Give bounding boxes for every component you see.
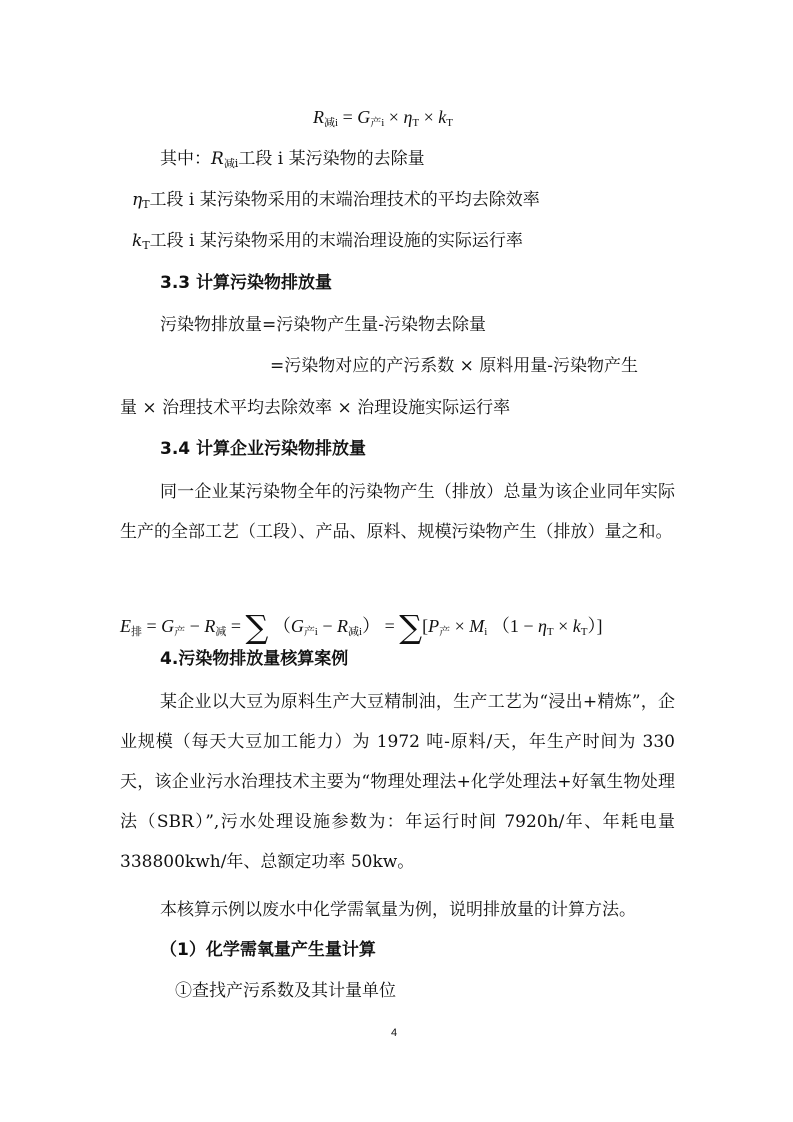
formula-2-one: 1 — [509, 616, 519, 636]
definition-efficiency-symbol: η — [132, 190, 143, 210]
definition-removal-symbol: R — [211, 149, 224, 169]
formula-2-p: P — [428, 616, 440, 636]
formula-1-eta-subscript: T — [412, 117, 420, 129]
formula-2-g: G — [161, 616, 175, 636]
formula-1-g-subscript: 产i — [370, 117, 385, 129]
formula-2-eta: η — [537, 616, 547, 636]
formula-2-m: M — [469, 616, 485, 636]
formula-1-equals: = — [342, 107, 353, 127]
formula-2-r-subscript: 减 — [215, 626, 227, 638]
formula-1-times-1: × — [388, 107, 399, 127]
case-paragraph-1: 某企业以大豆为原料生产大豆精制油，生产工艺为“浸出+精炼”，企业规模（每天大豆加工能力）为 1972 吨-原料/天，年生产时间为 330 天，该企业污水治理技术主要为“物理处理法+化学处理法+好氧生物处理法（SBR）”,污水处理设施参数为：年运行时间 7920h/年、年耗电量 338800kwh/年、总额定功率 50kw。 — [120, 692, 675, 872]
formula-1-k: k — [438, 107, 447, 127]
enterprise-emission-formula — [120, 605, 603, 646]
sigma-sum-2: ∑ — [399, 608, 423, 646]
emission-equation-line-3: 量 × 治理技术平均去除效率 × 治理设施实际运行率 — [120, 398, 511, 418]
definition-rate-symbol-subscript: T — [142, 239, 150, 252]
formula-2-e-subscript: 排 — [131, 626, 142, 638]
section-3-4-paragraph: 同一企业某污染物全年的污染物产生（排放）总量为该企业同年实际生产的全部工艺（工段）、产品、原料、规模污染物产生（排放）量之和。 — [120, 482, 675, 542]
definition-efficiency-symbol-subscript: T — [142, 198, 150, 211]
formula-2-k: k — [572, 616, 581, 636]
section-3-4-heading: 3.4 计算企业污染物排放量 — [160, 439, 367, 459]
formula-2-m-subscript: i — [484, 626, 488, 638]
definition-rate-text: 工段 i 某污染物采用的末端治理设施的实际运行率 — [149, 231, 523, 251]
formula-2-g-subscript: 产 — [174, 626, 186, 638]
sigma-sum-1: ∑ — [245, 608, 269, 646]
formula-2-close-paren-2: ） — [587, 616, 597, 636]
page-number: 4 — [391, 1027, 398, 1039]
formula-2-minus-2: − — [322, 616, 333, 636]
emission-equation-line-2: =污染物对应的产污系数 × 原料用量-污染物产生 — [270, 356, 639, 376]
formula-2-equals-3: = — [384, 616, 395, 636]
formula-2-bracket-close: ] — [596, 616, 603, 636]
formula-2-e: E — [120, 616, 131, 636]
formula-1-lhs: R — [313, 107, 324, 127]
definition-rate-symbol: k — [132, 231, 143, 251]
formula-1-k-subscript: T — [446, 117, 453, 129]
formula-1-times-2: × — [423, 107, 434, 127]
formula-2-open-paren-1: （ — [272, 616, 291, 636]
formula-2-p-subscript: 产 — [439, 626, 451, 638]
formula-2-g2: G — [290, 616, 304, 636]
formula-2-eta-subscript: T — [546, 626, 554, 638]
formula-2-bracket-open: [ — [422, 616, 429, 636]
definition-removal-text: 工段 i 某污染物的去除量 — [238, 149, 425, 169]
definition-efficiency-text: 工段 i 某污染物采用的末端治理技术的平均去除效率 — [149, 190, 540, 210]
formula-2-times-1: × — [454, 616, 465, 636]
formula-1-eta: η — [403, 107, 413, 127]
formula-2-r2: R — [337, 616, 349, 636]
formula-1-g: G — [357, 107, 371, 127]
formula-2-r: R — [204, 616, 216, 636]
definition-operation-rate — [132, 233, 523, 250]
formula-2-open-paren-2: （ — [491, 616, 510, 636]
formula-2-minus-3: − — [523, 616, 534, 636]
formula-2-r2-subscript: 减i — [348, 626, 363, 638]
formula-2-k-subscript: T — [580, 626, 588, 638]
formula-2-times-2: × — [558, 616, 569, 636]
formula-2-minus-1: − — [189, 616, 200, 636]
section-3-3-heading: 3.3 计算污染物排放量 — [160, 273, 333, 293]
case-paragraph-2: 本核算示例以废水中化学需氧量为例，说明排放量的计算方法。 — [160, 900, 636, 920]
emission-equation-line-1: 污染物排放量=污染物产生量-污染物去除量 — [160, 315, 486, 335]
definition-prefix: 其中： — [160, 149, 211, 169]
formula-2-close-paren-1: ） — [362, 616, 381, 636]
section-4-heading: 4.污染物排放量核算案例 — [160, 649, 349, 669]
definition-removal — [160, 151, 425, 168]
formula-1-lhs-subscript: 减i — [324, 117, 339, 129]
formula-2-g2-subscript: 产i — [303, 626, 318, 638]
definition-removal-symbol-subscript: 减i — [223, 157, 239, 170]
removal-formula — [313, 107, 453, 129]
formula-2-equals-1: = — [146, 616, 157, 636]
cod-production-heading: （1）化学需氧量产生量计算 — [160, 940, 376, 960]
definition-efficiency — [132, 192, 540, 209]
formula-2-equals-2: = — [230, 616, 241, 636]
cod-step-1: ①查找产污系数及其计量单位 — [175, 981, 396, 1001]
